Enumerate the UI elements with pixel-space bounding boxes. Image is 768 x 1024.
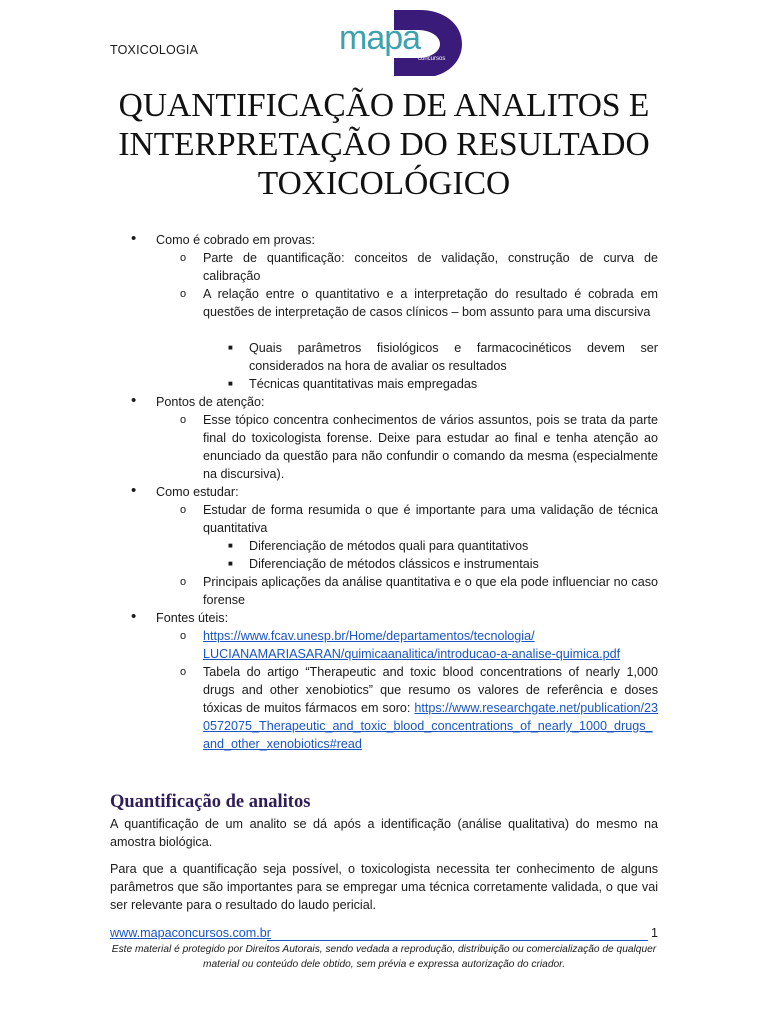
outline-text xyxy=(203,627,658,663)
outline-item xyxy=(0,627,768,663)
outline-text: Estudar de forma resumida o que é importante para uma validação de técnica quantitativa xyxy=(203,503,658,535)
bullet-square-icon: ■ xyxy=(228,379,233,388)
outline-item xyxy=(0,663,768,753)
outline-item xyxy=(0,375,768,393)
outline-item xyxy=(0,501,768,537)
mapa-concursos-logo xyxy=(336,6,466,76)
document-category: TOXICOLOGIA xyxy=(110,43,199,57)
fcav-unesp-link[interactable]: https://www.fcav.unesp.br/Home/departamentos/tecnologia/ LUCIANAMARIASARAN/quimicaanalitica/introducao-a-analise-quimica.pdf xyxy=(203,629,621,661)
outline-text-content: Tabela do artigo “Therapeutic and toxic blood concentrations of nearly 1,000 drugs and other xenobiotics” que resumo os valores de referência e doses tóxicas de muitos fármacos em soro: xyxy=(203,665,658,715)
outline-text: A relação entre o quantitativo e a interpretação do resultado é cobrada em questões de interpretação de casos clínicos – bom assunto para uma discursiva xyxy=(203,287,658,319)
outline-item xyxy=(0,483,768,501)
outline-text: Como estudar: xyxy=(156,485,239,499)
researchgate-link[interactable]: https://www.researchgate.net/publication/230572075_Therapeutic_and_toxic_blood_concentrations_of_nearly_1000_drugs_and_other_xenobiotics#read xyxy=(203,701,658,751)
outline-text: Principais aplicações da análise quantitativa e o que ela pode influenciar no caso forense xyxy=(203,575,658,607)
bullet-circle-icon: o xyxy=(180,414,187,426)
body-paragraph: Para que a quantificação seja possível, o toxicologista necessita ter conhecimento de alguns parâmetros que são importantes para se empregar uma técnica corretamente validada, o que vai ser relevante para o resultado do laudo pericial. xyxy=(110,862,658,912)
outline-item xyxy=(0,231,768,249)
outline-item xyxy=(0,339,768,375)
logo-subtext: concursos xyxy=(418,56,446,62)
outline-item xyxy=(0,537,768,555)
bullet-disc-icon: • xyxy=(131,230,137,247)
bullet-disc-icon: • xyxy=(131,608,137,625)
bullet-circle-icon: o xyxy=(180,630,187,642)
document-title: QUANTIFICAÇÃO DE ANALITOS E INTERPRETAÇÃO DO RESULTADO TOXICOLÓGICO xyxy=(118,87,650,202)
outline-item xyxy=(0,609,768,627)
outline-item xyxy=(0,249,768,285)
outline-item xyxy=(0,555,768,573)
footer-rule xyxy=(267,940,648,941)
page-number: 1 xyxy=(650,926,658,940)
bullet-disc-icon: • xyxy=(131,482,137,499)
bullet-square-icon: ■ xyxy=(228,541,233,550)
outline-text: Pontos de atenção: xyxy=(156,395,265,409)
bullet-circle-icon: o xyxy=(180,288,187,300)
copyright-notice: Este material é protegido por Direitos Autorais, sendo vedada a reprodução, distribuição ou comercialização de qualquer material ou conteúdo dele obtido, sem prévia e expressa autorização do criador. xyxy=(111,944,657,970)
outline-text: Quais parâmetros fisiológicos e farmacocinéticos devem ser considerados na hora de avaliar os resultados xyxy=(249,341,658,373)
outline-item xyxy=(0,411,768,483)
logo-wordmark: mapa xyxy=(339,19,421,57)
footer-website-link[interactable]: www.mapaconcursos.com.br xyxy=(110,926,271,940)
outline-text: Diferenciação de métodos quali para quantitativos xyxy=(249,539,529,553)
bullet-circle-icon: o xyxy=(180,576,187,588)
outline-text: Técnicas quantitativas mais empregadas xyxy=(249,377,478,391)
bullet-circle-icon: o xyxy=(180,666,187,678)
bullet-disc-icon: • xyxy=(131,392,137,409)
body-paragraph: A quantificação de um analito se dá após a identificação (análise qualitativa) do mesmo na amostra biológica. xyxy=(110,817,658,849)
section-heading: Quantificação de analitos xyxy=(110,792,311,812)
bullet-square-icon: ■ xyxy=(228,559,233,568)
bullet-square-icon: ■ xyxy=(228,343,233,352)
outline-item xyxy=(0,393,768,411)
bullet-circle-icon: o xyxy=(180,252,187,264)
outline-text: Diferenciação de métodos clássicos e instrumentais xyxy=(249,557,539,571)
outline-text: Como é cobrado em provas: xyxy=(156,233,315,247)
bullet-circle-icon: o xyxy=(180,504,187,516)
outline-text: Esse tópico concentra conhecimentos de vários assuntos, pois se trata da parte final do toxicologista forense. Deixe para estudar ao final e tenha atenção ao enunciado da questão para não confundir o comando da mesma (especialmente na discursiva). xyxy=(203,413,658,481)
outline-text xyxy=(203,663,658,753)
outline-item xyxy=(0,285,768,339)
outline-text: Parte de quantificação: conceitos de validação, construção de curva de calibração xyxy=(203,251,658,283)
outline-item xyxy=(0,573,768,609)
page-footer xyxy=(110,926,658,940)
outline-text: Fontes úteis: xyxy=(156,611,229,625)
